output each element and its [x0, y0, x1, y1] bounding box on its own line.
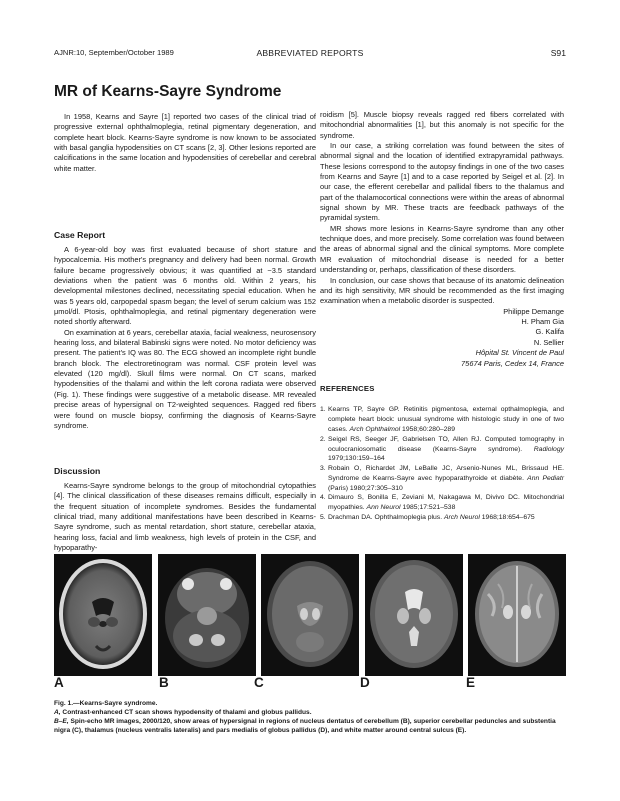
references-heading: REFERENCES — [320, 383, 375, 393]
page-number: S91 — [550, 48, 566, 58]
case-report-body — [54, 245, 316, 431]
intro-paragraph: In 1958, Kearns and Sayre [1] reported two cases of the clinical triad of progressive external ophthalmoplegia, retinal pigmentary degeneration, and complete heart block. Kearns-Sayre syndrome is now known to be associated with basal ganglia hypodensities on CT scans [2, 3]. Other lesions reported are calcifications in the same location and hypodensities of cerebellar and cerebral white matter. — [54, 112, 316, 173]
mr-image-central-sulcus — [468, 554, 566, 676]
discussion-heading: Discussion — [54, 466, 101, 476]
section-title: ABBREVIATED REPORTS — [256, 48, 364, 58]
conclusion-paragraph: In conclusion, our case shows that because of its anatomic delineation and its high sensitivity, MR should be recommended as the first imaging examination when a metabolic disorder is suspected. — [320, 275, 564, 306]
caption-title: Fig. 1.—Kearns-Sayre syndrome. — [54, 700, 158, 707]
panel-label: C — [254, 675, 264, 690]
discussion-body — [54, 481, 316, 553]
ct-scan-image — [54, 554, 152, 676]
reference-item: 3. Robain O, Richardet JM, LeBalle JC, Arsenio-Nunes ML, Brissaud HE. Syndrome de Kearns-Sayre avec hypoparathyroide et diabète. Ann Pediatr (Paris) 1980;27:305–310 — [320, 465, 564, 492]
discussion-continued: roidism [5]. Muscle biopsy reveals ragged red fibers correlated with mitochondrial abnormalities [1], but this anomaly is not specific for the syndrome. — [320, 110, 564, 140]
figure-1-panels — [54, 554, 566, 676]
mr-image-thalamus — [365, 554, 463, 676]
discussion-paragraph: MR shows more lesions in Kearns-Sayre syndrome than any other technique does, and more precisely. Some correlation was found between the areas of abnormal signal and the clinical symptoms. More complete MR evaluation of mitochondrial disease is needed for a better understanding or, perhaps, classification of these disorders. — [320, 223, 564, 275]
panel-label: D — [360, 675, 370, 690]
reference-list — [320, 405, 564, 523]
panel-label: E — [466, 675, 476, 690]
journal-citation: AJNR:10, September/October 1989 — [54, 48, 174, 57]
mr-image-cerebellum — [158, 554, 256, 676]
case-report-paragraph: On examination at 6 years, cerebellar ataxia, facial weakness, neurosensory hearing loss, and bilateral Babinski signs were noted. No motor deficiency was present. The patient's IQ was 80. The ECG showed an incomplete right bundle branch block. The electroretinogram was normal. CSF protein level was elevated (120 mg/dl). Skull films were normal. On CT scans, marked hypodensities of the thalami and within the left corona radiata were observed (Fig. 1). These findings were suggestive of a metabolic disease. MR revealed precise areas of hypersignal on T2-weighted sequences. Ragged red fibers were found on muscle biopsy, confirming the diagnosis of Kearns-Sayre syndrome. — [54, 327, 316, 430]
reference-item: 1. Kearns TP, Sayre GP. Retinitis pigmentosa, external opthalmoplegia, and complete heart block: unusual syndrome with histologic study in one of two cases. Arch Ophthalmol 1958;60:280–289 — [320, 406, 564, 433]
panel-label: B — [159, 675, 169, 690]
figure-panel-labels — [54, 675, 566, 695]
affiliation-line: Hôpital St. Vincent de Paul — [475, 348, 564, 358]
left-column — [54, 112, 316, 174]
discussion-paragraph: In our case, a striking correlation was found between the sites of abnormal signal and the location of identified extrapyramidal pathways. These lesions correspond to the autopsy findings in one of the two cases from Kearns and Sayre [1] and to a case reported by Seigel et al. [2]. In our case, the efferent cerebellar and pallidal fibers to the thalamus and part of the thalamocortical connections were within the areas of abnormal signal shown by MR. These tracts are feedback pathways of the pyramidal system. — [320, 141, 564, 223]
author-name: N. Sellier — [533, 337, 564, 347]
discussion-paragraph: Kearns-Sayre syndrome belongs to the group of mitochondrial cytopathies [4]. The clinical classification of these diseases remains difficult, especially in the frequent situation of incomplete syndromes. Besides the fundamental clinical triad, many additional manifestations have been described in Kearns-Sayre syndrome, such as mental retardation, short stature, cerebellar ataxia, hearing loss, facial and limb weakness, high levels of protein in the CSF, and hypoparathy- — [54, 481, 316, 553]
reference-item: 4. Dimauro S, Bonilla E, Zeviani M, Nakagawa M, Divivo DC. Mitochondrial myopathies. Ann Neurol 1985;17:521–538 — [320, 494, 564, 512]
author-signature — [320, 307, 564, 369]
caption-part-b: B–E, Spin-echo MR images, 2000/120, show areas of hypersignal in regions of nucleus dentatus of cerebellum (B), superior cerebellar peduncles and substentia nigra (C), thalamus (nucleus ventralis lateralis) and pars medialis of globus pallidus (D), and white matter around central sulcus (E). — [54, 717, 556, 734]
mr-image-midbrain — [261, 554, 359, 676]
right-column — [320, 110, 564, 523]
figure-caption — [54, 700, 566, 736]
case-report-heading: Case Report — [54, 230, 106, 240]
affiliation-line: 75674 Paris, Cedex 14, France — [461, 358, 564, 368]
caption-part-a: A, Contrast-enhanced CT scan shows hypodensity of thalami and globus pallidus. — [54, 708, 312, 716]
case-report-paragraph: A 6-year-old boy was first evaluated because of short stature and hypocalcemia. His mother's pregnancy and delivery had been normal. Growth failure became progressively obvious; it was quantified at −3.5 standard deviations when the patient was 6 months old. Within 2 years, his developmental milestones declined, necessitating special education. When he was 5 years old, carpopedal spasm began; the level of serum calcium was 152 μmol/dl. Ptosis, ophthalmoplegia, and retinal pigmentary degeneration were noted shortly afterward. — [54, 245, 316, 327]
author-name: H. Pham Gia — [521, 316, 564, 326]
reference-item: 5. Drachman DA. Ophthalmoplegia plus. Arch Neurol 1968;18:654–675 — [320, 514, 535, 522]
author-name: Philippe Demange — [503, 306, 564, 316]
article-title: MR of Kearns-Sayre Syndrome — [54, 83, 282, 100]
author-name: G. Kalifa — [535, 327, 564, 337]
reference-item: 2. Seigel RS, Seeger JF, Gabrielsen TO, Allen RJ. Computed tomography in oculocraniosomatic disease (Kearns-Sayre syndrome). Radiology 1979;130:159–164 — [320, 435, 564, 463]
panel-label: A — [54, 675, 64, 690]
